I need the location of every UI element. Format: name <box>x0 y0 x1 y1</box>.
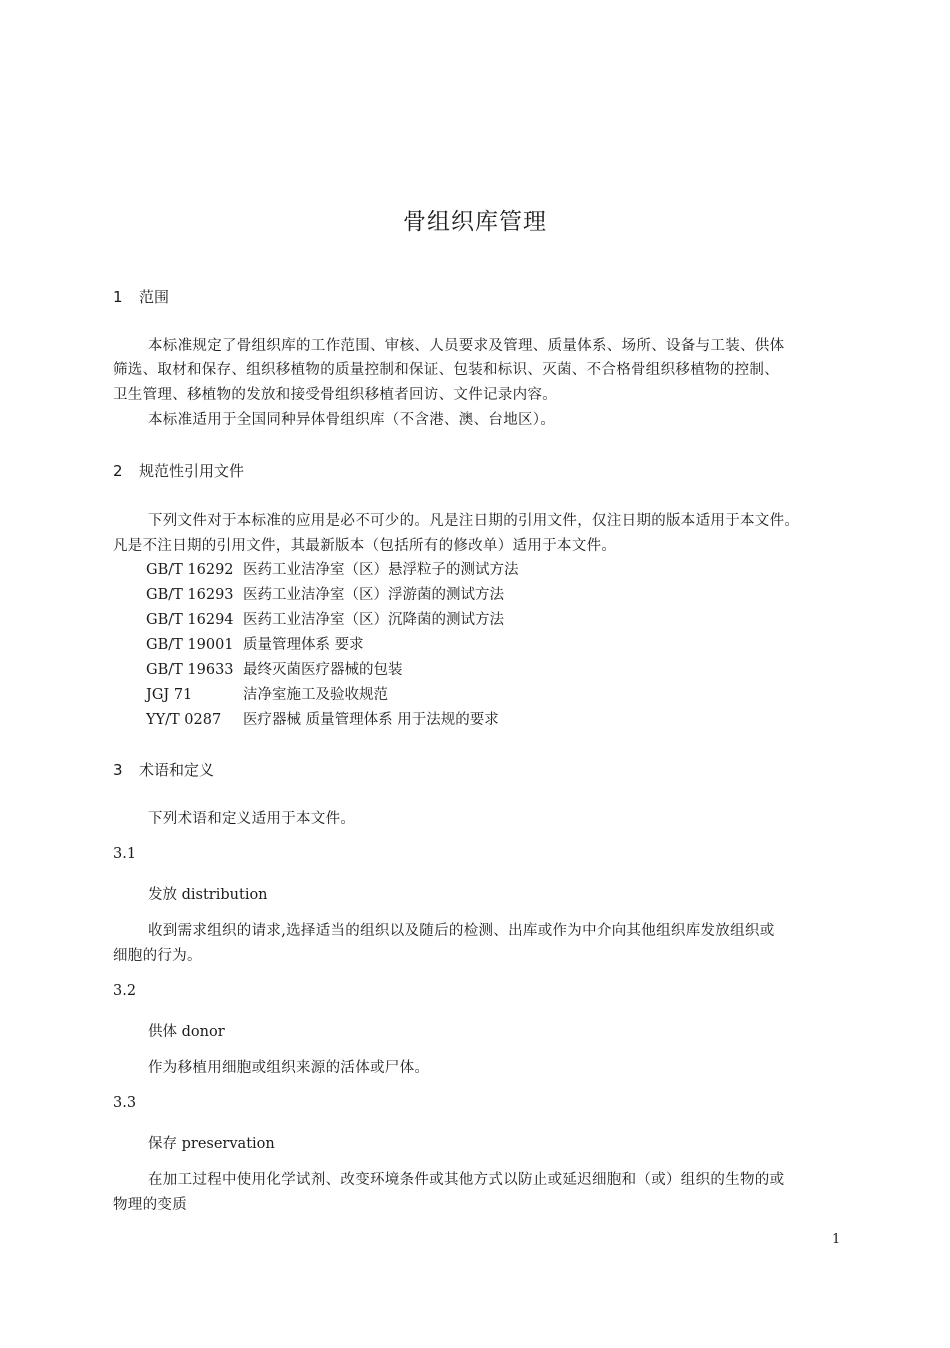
reference-title: 医药工业洁净室（区）悬浮粒子的测试方法 <box>243 562 519 578</box>
document-title: 骨组织库管理 <box>403 209 547 235</box>
reference-title: 洁净室施工及验收规范 <box>243 687 388 703</box>
section-number: 3 <box>113 761 123 779</box>
paragraph-line: 凡是不注日期的引用文件，其最新版本（包括所有的修改单）适用于本文件。 <box>113 538 617 554</box>
page-number: 1 <box>832 1232 841 1247</box>
reference-code: GB/T 16294 <box>146 612 234 628</box>
section-title: 范围 <box>139 288 170 306</box>
term-title: 保存 preservation <box>148 1136 275 1152</box>
reference-title: 最终灭菌医疗器械的包装 <box>243 662 403 678</box>
section-title: 术语和定义 <box>139 761 215 779</box>
reference-code: GB/T 16292 <box>146 562 234 578</box>
reference-code: GB/T 16293 <box>146 587 234 603</box>
paragraph-line: 卫生管理、移植物的发放和接受骨组织移植者回访、文件记录内容。 <box>113 387 557 403</box>
section-number: 1 <box>113 288 123 306</box>
paragraph-line: 收到需求组织的请求,选择适当的组织以及随后的检测、出库或作为中介向其他组织库发放组织或 <box>148 923 775 939</box>
section-2-heading <box>113 460 244 481</box>
reference-item <box>146 683 388 704</box>
reference-item <box>146 708 499 729</box>
reference-title: 医药工业洁净室（区）浮游菌的测试方法 <box>243 587 504 603</box>
reference-code: GB/T 19633 <box>146 662 234 678</box>
term-title: 发放 distribution <box>148 887 268 903</box>
section-1-heading <box>113 286 169 307</box>
paragraph-line: 筛选、取材和保存、组织移植物的质量控制和保证、包装和标识、灭菌、不合格骨组织移植物的控制、 <box>113 362 779 378</box>
paragraph-line: 物理的变质 <box>113 1197 187 1213</box>
term-number: 3.2 <box>113 983 137 999</box>
reference-code: JGJ 71 <box>146 687 193 703</box>
paragraph-line: 本标准规定了骨组织库的工作范围、审核、人员要求及管理、质量体系、场所、设备与工装、供体 <box>148 338 785 354</box>
reference-item <box>146 658 403 679</box>
reference-title: 医疗器械 质量管理体系 用于法规的要求 <box>243 712 499 728</box>
paragraph-line: 本标准适用于全国同种异体骨组织库（不含港、澳、台地区）。 <box>148 412 556 428</box>
reference-code: GB/T 19001 <box>146 637 234 653</box>
paragraph-line: 细胞的行为。 <box>113 948 202 964</box>
term-number: 3.3 <box>113 1095 137 1111</box>
section-title: 规范性引用文件 <box>139 462 245 480</box>
paragraph-line: 作为移植用细胞或组织来源的活体或尸体。 <box>148 1060 430 1076</box>
paragraph-line: 在加工过程中使用化学试剂、改变环境条件或其他方式以防止或延迟细胞和（或）组织的生物的或 <box>148 1172 785 1188</box>
reference-item <box>146 558 519 579</box>
reference-item <box>146 583 504 604</box>
reference-item <box>146 633 364 654</box>
section-number: 2 <box>113 462 123 480</box>
section-3-heading <box>113 759 214 780</box>
reference-item <box>146 608 504 629</box>
term-number: 3.1 <box>113 846 137 862</box>
reference-title: 医药工业洁净室（区）沉降菌的测试方法 <box>243 612 504 628</box>
paragraph-line: 下列文件对于本标准的应用是必不可少的。凡是注日期的引用文件，仅注日期的版本适用于本文件。 <box>148 513 800 529</box>
reference-code: YY/T 0287 <box>146 712 222 728</box>
reference-title: 质量管理体系 要求 <box>243 637 364 653</box>
term-title: 供体 donor <box>148 1024 225 1040</box>
paragraph-line: 下列术语和定义适用于本文件。 <box>148 811 356 827</box>
